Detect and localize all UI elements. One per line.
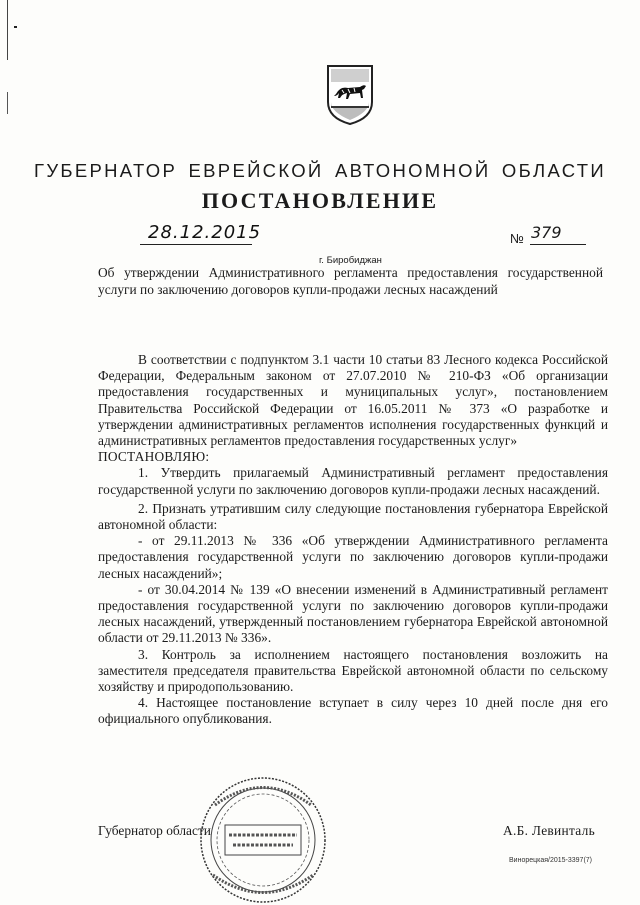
margin-line-lower [7,92,8,114]
date-underline [140,244,252,245]
document-body [98,352,608,728]
coat-of-arms-emblem-icon [326,62,374,126]
signatory-name: А.Б. Левинталь [503,823,596,838]
item-1: 1. Утвердить прилагаемый Административный регламент предоставления государственной услуги по заключению договоров купли-продажи лесных насаждений. [98,465,608,497]
margin-line [7,0,8,60]
item-2a: - от 29.11.2013 № 336 «Об утверждении Административного регламента предоставления государственной услуги по заключению договоров купли-продажи лесных насаждений»; [98,533,608,581]
item-2b: - от 30.04.2014 № 139 «О внесении изменений в Административный регламент предоставления государственной услуги по заключению договоров купли-продажи лесных насаждений, утвержденный постановлением губернатора Еврейской автономной области от 29.11.2013 № 336». [98,581,608,646]
document-subject: Об утверждении Административного регламента предоставления государственной услуги по заключению договоров купли-продажи лесных насаждений [98,265,603,297]
city-name: г. Биробиджан [319,255,382,266]
document-number: 379 [531,223,562,242]
executor-code: Винорецкая/2015-3397(7) [509,857,593,864]
issuing-authority: ГУБЕРНАТОР ЕВРЕЙСКОЙ АВТОНОМНОЙ ОБЛАСТИ [34,160,606,181]
document-type-title: ПОСТАНОВЛЕНИЕ [201,188,439,213]
number-label: № [510,231,524,246]
signatory-position: Губернатор области [98,823,211,838]
item-4: 4. Настоящее постановление вступает в силу через 10 дней после дня его официального опубликования. [98,695,608,727]
official-stamp-icon [193,775,333,905]
document-date: 28.12.2015 [148,222,262,243]
number-underline [530,244,586,245]
item-3: 3. Контроль за исполнением настоящего постановления возложить на заместителя председателя правительства Еврейской автономной области по сельскому хозяйству и природопользованию. [98,646,608,695]
preamble-paragraph: В соответствии с подпунктом 3.1 части 10 статьи 83 Лесного кодекса Российской Федерации, Федеральным законом от 27.07.2010 № 210-ФЗ «Об организации предоставления государственных и муниципальных услуг», постановлением Правительства Российской Федерации от 16.05.2011 № 373 «О разработке и утверждении административных регламентов исполнения государственных функций и административных регламентов предоставления государственных услуг» [98,352,608,449]
decree-word: ПОСТАНОВЛЯЮ: [98,449,210,465]
margin-mark [14,26,17,28]
item-2: 2. Признать утратившим силу следующие постановления губернатора Еврейской автономной области: [98,500,608,533]
